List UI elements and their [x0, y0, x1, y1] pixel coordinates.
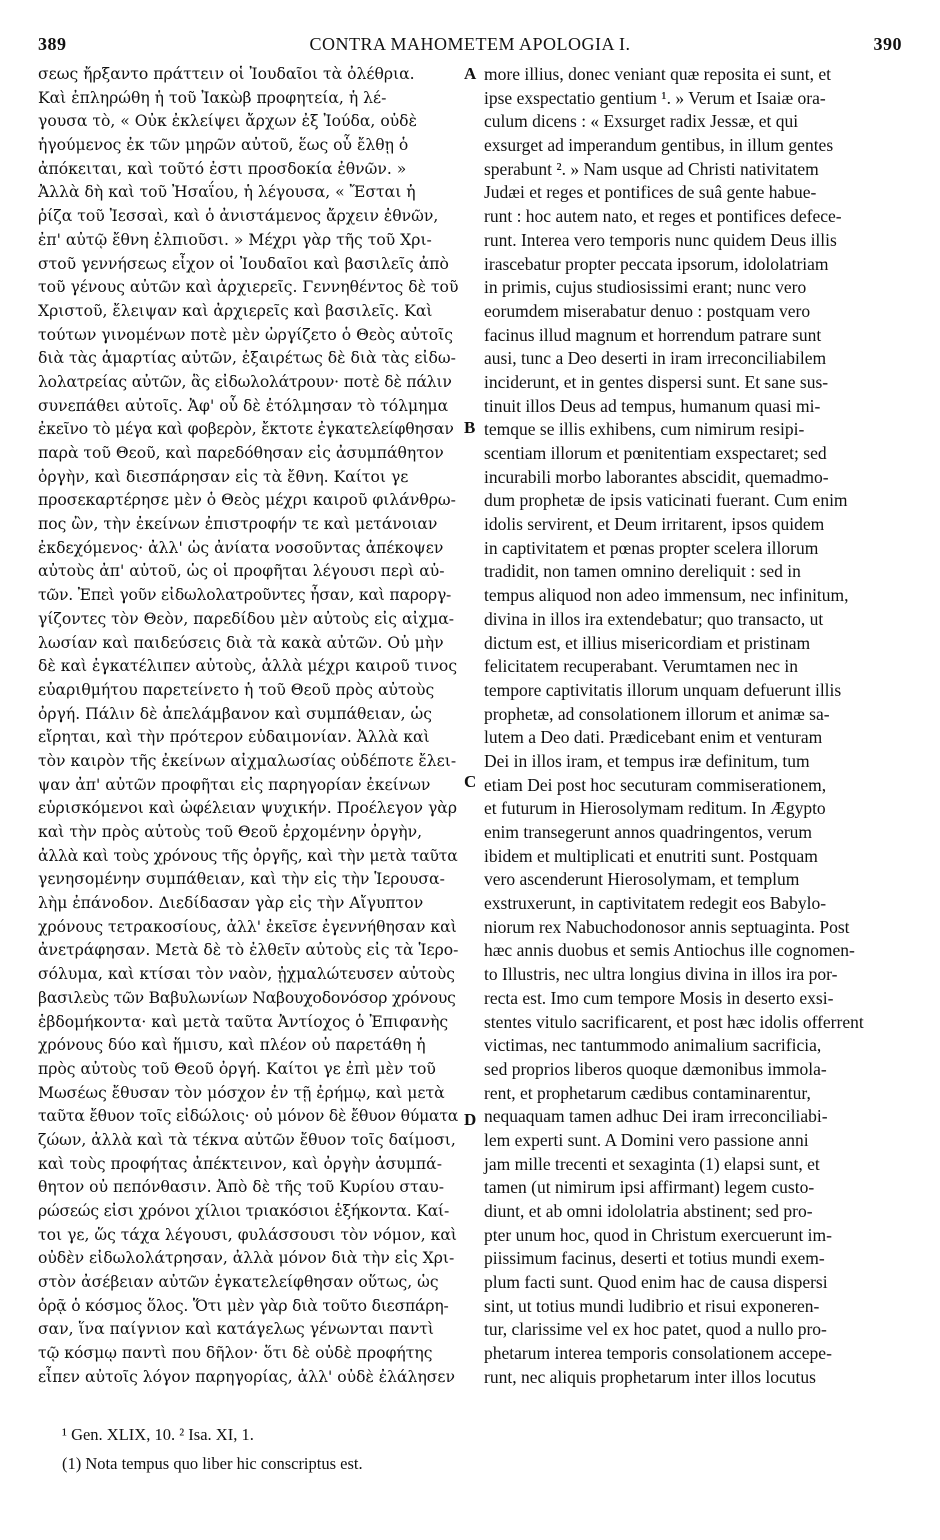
- latin-text-line: more illius, donec veniant quæ reposita ei sunt, et: [484, 64, 832, 84]
- latin-text-line: Dei in illos iram, et tempus iræ definitum, tum: [484, 750, 810, 771]
- greek-text-line: χρόνους δύο καὶ ἥμισυ, καὶ πλέον οὐ παρετάθη ἡ: [38, 1036, 426, 1055]
- latin-text-line: exsurget ad imperandum gentibus, in illum gentes: [484, 135, 834, 156]
- greek-text-line: ὁρᾷ ὁ κόσμος ὅλος. Ὅτι μὲν γὰρ διὰ τοῦτο διεσπάρη-: [38, 1296, 449, 1315]
- latin-text-line: sed proprios liberos quoque dæmonibus immola-: [484, 1058, 827, 1079]
- latin-text-line: culum dicens : « Exsurget radix Jessæ, et qui: [484, 111, 799, 132]
- latin-text-line: scentiam illorum et pœnitentiam exspectaret; sed: [484, 443, 827, 463]
- greek-text-line: γίζοντες τὸν Θεὸν, παρεδίδου μὲν αὐτοὺς εἰς αἰχμα-: [38, 609, 455, 628]
- greek-text-line: σαν, ἵνα παίγνιον καὶ κατάγελως γένωνται παντὶ: [38, 1320, 435, 1339]
- greek-text-line: ῥίζα τοῦ Ἰεσσαὶ, καὶ ὁ ἀνιστάμενος ἄρχειν ἐθνῶν,: [38, 207, 439, 226]
- latin-text-line: tur, clarissime vel ex hoc patet, quod a nullo pro-: [484, 1319, 827, 1340]
- latin-text-line: phetarum interea temporis consolationem accepe-: [484, 1343, 832, 1364]
- greek-text-line: βασιλεὺς τῶν Βαβυλωνίων Ναβουχοδονόσορ χρόνους: [38, 988, 456, 1007]
- latin-text-line: etiam Dei post hoc secuturam commiserationem,: [484, 774, 827, 795]
- latin-text-line: et futurum in Hierosolymam reditum. In Ægypto: [484, 798, 826, 819]
- latin-text-line: irascebatur propter peccata ipsorum, idololatriam: [484, 253, 829, 274]
- greek-text-line: γουσα τὸ, « Οὐκ ἐκλείψει ἄρχων ἐξ Ἰούδα, οὐδὲ: [38, 112, 417, 131]
- greek-text-line: Ἀλλὰ δὴ καὶ τοῦ Ἠσαΐου, ἡ λέγουσα, « Ἔσται ἡ: [38, 183, 416, 202]
- latin-text-line: lem experti sunt. A Domini vero passione anni: [484, 1129, 809, 1150]
- latin-text-line: ipse exspectatio gentium ¹. » Verum et Isaiæ ora-: [484, 87, 826, 108]
- latin-text-line: facinus illud magnum et horrendum patrare sunt: [484, 324, 822, 345]
- greek-text-line: ἐκεῖνο τὸ μέγα καὶ φοβερὸν, ἔκτοτε ἐγκατελείφθησαν: [38, 420, 454, 439]
- greek-text-line: τὸν καιρὸν τῆς ἐκείνων αἰχμαλωσίας οὐδέποτε ἔλει-: [38, 751, 457, 770]
- running-title: CONTRA MAHOMETEM APOLOGIA I.: [309, 34, 631, 54]
- greek-text-line: ρώσεώς εἰσι χρόνοι χίλιοι τριακόσιοι ἑξήκοντα. Καί-: [38, 1202, 450, 1220]
- greek-text-line: αὐτοὺς ἀπ' αὐτοῦ, ὡς οἱ προφῆται λέγουσι περὶ αὐ-: [38, 562, 445, 581]
- latin-text-line: tempus aliquod non adeo immensum, nec infinitum,: [484, 585, 849, 606]
- latin-text-line: plum facti sunt. Quod enim hac de causa dispersi: [484, 1272, 828, 1293]
- latin-text-line: nequaquam tamen adhuc Dei iram irreconciliabi-: [484, 1106, 828, 1127]
- section-marker-b: B: [464, 418, 476, 437]
- latin-text-line: jam mille trecenti et sexaginta (1) elapsi sunt, et: [484, 1153, 820, 1174]
- greek-text-line: καὶ τὴν πρὸς αὐτοὺς τοῦ Θεοῦ ἐρχομένην ὀργὴν,: [38, 823, 423, 841]
- greek-text-line: εἴρηται, καὶ τὴν πρότερον εὐδαιμονίαν. Ἀλλὰ καὶ: [38, 728, 430, 747]
- latin-text-line: runt. Interea vero temporis nunc quidem Deus illis: [484, 229, 837, 250]
- latin-text-line: vero ascenderunt Hierosolymam, et templum: [484, 869, 800, 890]
- latin-text-line: tradidit, non tamen omnino dereliquit : sed in: [484, 561, 801, 582]
- latin-text-line: stentes vitulo sacrificarent, et post hæc idolis offerrent: [484, 1011, 864, 1032]
- latin-text-line: ausi, tunc a Deo deserti in iram irreconciliabilem: [484, 348, 827, 369]
- greek-text-line: ἐκδεχόμενος· ἀλλ' ὡς ἀνίατα νοσοῦντας ἀπέκοψεν: [38, 538, 444, 557]
- greek-text-line: τοι γε, ὥς τάχα λέγουσι, φυλάσσουσι τὸν νόμον, καὶ: [38, 1225, 458, 1244]
- greek-text-line: ταῦτα ἔθυον τοῖς εἰδώλοις· οὐ μόνον δὲ ἔθυον θύματα: [38, 1107, 459, 1126]
- greek-text-line: Μωσέως ἔθυσαν τὸν μόσχον ἐν τῇ ἐρήμῳ, καὶ μετὰ: [38, 1083, 445, 1102]
- greek-text-line: λολατρείας αὐτῶν, ἃς εἰδωλολάτρουν· ποτὲ δὲ πάλιν: [38, 372, 452, 391]
- greek-text-line: εὐαριθμήτου παρετείνετο ἡ τοῦ Θεοῦ πρὸς αὐτοὺς: [38, 680, 435, 699]
- latin-text-line: hæc annis duobus et semis Antiochus ille cognomen-: [484, 940, 855, 961]
- greek-text-column: [38, 63, 458, 1390]
- latin-text-line: diunt, et ab omni idololatria abstinent; sed pro-: [484, 1201, 813, 1221]
- greek-text-line: παρὰ τοῦ Θεοῦ, καὶ παρεδόθησαν εἰς ἀσυμπάθητον: [38, 444, 444, 462]
- latin-text-line: temque se illis exhibens, cum nimirum resipi-: [484, 419, 805, 440]
- greek-text-line: ὀργὴν, καὶ διεσπάρησαν εἰς τὰ ἔθνη. Καίτοι γε: [38, 467, 409, 486]
- latin-text-line: dum prophetæ de ipsis vaticinati fuerant. Cum enim: [484, 490, 848, 511]
- greek-text-line: τούτων γινομένων ποτὲ μὲν ὠργίζετο ὁ Θεὸς αὐτοῖς: [38, 325, 453, 344]
- latin-text-line: piissimum facinus, deserti et totius mundi exem-: [484, 1248, 825, 1269]
- footnote-note: (1) Nota tempus quo liber hic conscriptus est.: [62, 1454, 363, 1473]
- greek-text-line: προσεκαρτέρησε μὲν ὁ Θεὸς μέχρι καιροῦ φιλάνθρω-: [38, 491, 456, 510]
- greek-text-line: χρόνους τετρακοσίους, ἀλλ' ἐκεῖσε ἐγεννήθησαν καὶ: [38, 917, 457, 936]
- latin-text-line: in captivitatem et pœnas propter scelera illorum: [484, 537, 819, 558]
- latin-text-line: incurabili morbo laborantes abscidit, quemadmo-: [484, 466, 829, 487]
- greek-text-line: Καὶ ἐπληρώθη ἡ τοῦ Ἰακὼβ προφητεία, ἡ λέ-: [38, 88, 387, 107]
- latin-text-line: felicitatem recuperabant. Verumtamen nec in: [484, 656, 799, 677]
- greek-text-line: στοῦ γεννήσεως εἶχον οἱ Ἰουδαῖοι καὶ βασιλεῖς ἀπὸ: [38, 254, 449, 273]
- latin-text-line: prophetæ, ad consolationem illorum et animæ sa-: [484, 703, 830, 724]
- latin-text-line: tamen (ut nimirum ipsi affirmant) legem custo-: [484, 1177, 815, 1198]
- greek-text-line: διὰ τὰς ἁμαρτίας αὐτῶν, ἐξαιρέτως δὲ διὰ τὰς εἰδω-: [38, 349, 456, 368]
- latin-text-line: runt : hoc autem nato, et reges et pontifices defece-: [484, 206, 842, 227]
- greek-text-line: σεως ἤρξαντο πράττειν οἱ Ἰουδαῖοι τὰ ὀλέθρια.: [38, 65, 415, 83]
- latin-text-line: to Illustris, nec ultra longius divina in illos ira por-: [484, 964, 838, 985]
- latin-text-column: [484, 63, 902, 1390]
- latin-text-line: in primis, cujus studiosissimi erant; nunc vero: [484, 277, 807, 298]
- latin-text-line: recta est. Imo cum tempore Mosis in deserto exsi-: [484, 987, 834, 1008]
- latin-text-line: ibidem et multiplicati et enutriti sunt. Postquam: [484, 845, 818, 866]
- latin-text-line: inciderunt, et in gentes dispersi sunt. Et sane sus-: [484, 371, 829, 392]
- section-marker-d: D: [464, 1110, 477, 1129]
- latin-text-line: victimas, nec tantummodo animalium sacrificia,: [484, 1035, 822, 1056]
- latin-text-line: exstruxerunt, in captivitatem redegit eos Babylo-: [484, 893, 827, 914]
- greek-text-line: θητον οὐ πεπόνθασιν. Ἀπὸ δὲ τῆς τοῦ Κυρίου σταυ-: [38, 1178, 444, 1197]
- latin-text-line: sperabunt ². » Nam usque ad Christi nativitatem: [484, 158, 819, 179]
- latin-text-line: tinuit illos Deus ad tempus, humanum quasi mi-: [484, 395, 821, 416]
- greek-text-line: ὀργή. Πάλιν δὲ ἀπελάμβανον καὶ συμπάθειαν, ὡς: [38, 704, 433, 723]
- greek-text-line: τῶν. Ἐπεὶ γοῦν εἰδωλολατροῦντες ἦσαν, καὶ παροργ-: [38, 586, 452, 605]
- page-number-left: 389: [38, 34, 67, 54]
- latin-text-line: runt, nec aliquis prophetarum inter illos locutus: [484, 1366, 816, 1387]
- greek-text-line: εὑρισκόμενοι καὶ ὠφέλειαν ψυχικήν. Προέλεγον γὰρ: [38, 799, 457, 818]
- latin-text-line: pter unum hoc, quod in Christum exercuerunt im-: [484, 1224, 832, 1245]
- latin-text-line: eorumdem miserabatur denuo : postquam vero: [484, 300, 811, 321]
- footnote-references: ¹ Gen. XLIX, 10. ² Isa. XI, 1.: [62, 1425, 254, 1444]
- greek-text-line: ἀνετράφησαν. Μετὰ δὲ τὸ ἐλθεῖν αὐτοὺς εἰς τὰ Ἱερο-: [38, 941, 459, 960]
- latin-text-line: lutem a Deo dati. Prædicebant enim et venturam: [484, 727, 823, 748]
- latin-text-line: tempore captivitatis illorum unquam defuerunt illis: [484, 679, 842, 700]
- greek-text-line: ἀλλὰ καὶ τοὺς χρόνους τῆς ὀργῆς, καὶ τὴν μετὰ ταῦτα: [38, 846, 458, 865]
- greek-text-line: σόλυμα, καὶ κτίσαι τὸν ναὸν, ᾐχμαλώτευσεν αὐτοὺς: [38, 965, 455, 984]
- section-marker-a: A: [464, 64, 477, 83]
- greek-text-line: ἡγούμενος ἐκ τῶν μηρῶν αὐτοῦ, ἕως οὗ ἔλθῃ ὁ: [38, 136, 409, 155]
- running-header: [38, 34, 902, 56]
- latin-text-line: sint, ut totius mundi ludibrio et risui exponeren-: [484, 1295, 820, 1316]
- latin-text-line: Judæi et reges et pontifices de suâ gente habue-: [484, 182, 817, 203]
- greek-text-line: πος ὢν, τὴν ἐκείνων ἐπιστροφήν τε καὶ μετάνοιαν: [38, 515, 438, 534]
- greek-text-line: συνεπάθει αὐτοῖς. Ἀφ' οὗ δὲ ἐτόλμησαν τὸ τόλμημα: [38, 396, 449, 415]
- greek-text-line: ψαν ἀπ' αὐτῶν προφῆται εἰς παρηγορίαν ἐκείνων: [38, 775, 431, 794]
- greek-text-line: γενησομένην συμπάθειαν, καὶ τὴν εἰς τὴν Ἱερουσα-: [38, 870, 445, 889]
- greek-text-line: στὸν ἀσέβειαν αὐτῶν ἐγκατελείφθησαν οὕτως, ὡς: [38, 1273, 439, 1292]
- latin-text-line: niorum rex Nabuchodonosor annis septuaginta. Post: [484, 916, 850, 937]
- greek-text-line: ἐπ' αὐτῷ ἔθνη ἐλπιοῦσι. » Μέχρι γὰρ τῆς τοῦ Χρι-: [38, 230, 432, 249]
- greek-text-line: δὲ καὶ ἐγκατέλιπεν αὐτοὺς, ἀλλὰ μέχρι καιροῦ τινος: [38, 657, 458, 676]
- greek-text-line: τοῦ γένους αὐτῶν καὶ ἀρχιερεῖς. Γεννηθέντος δὲ τοῦ: [38, 278, 459, 297]
- greek-text-line: οὐδὲν εἰδωλολάτρησαν, ἀλλὰ μόνον διὰ τὴν εἰς Χρι-: [38, 1249, 455, 1268]
- greek-text-line: λὴμ ἐπάνοδον. Διεδίδασαν γὰρ εἰς τὴν Αἴγυπτον: [38, 894, 424, 913]
- page-number-right: 390: [873, 34, 902, 54]
- greek-text-line: εἶπεν αὐτοῖς λόγον παρηγορίας, ἀλλ' οὐδὲ ἐλάλησεν: [38, 1367, 455, 1386]
- footnotes: [62, 1420, 482, 1478]
- greek-text-line: τῷ κόσμῳ παντὶ που δῆλον· ὅτι δὲ οὐδὲ προφήτης: [38, 1344, 433, 1363]
- greek-text-line: ζώων, ἀλλὰ καὶ τὰ τέκνα αὐτῶν ἔθυον τοῖς δαίμοσι,: [38, 1130, 456, 1149]
- greek-text-line: ἑβδομήκοντα· καὶ μετὰ ταῦτα Ἀντίοχος ὁ Ἐπιφανὴς: [38, 1012, 449, 1031]
- greek-text-line: ἀπόκειται, καὶ τοῦτό ἐστι προσδοκία ἐθνῶν. »: [38, 159, 407, 178]
- latin-text-line: enim transegerunt annos quadringentos, verum: [484, 822, 813, 842]
- latin-text-line: dictum est, et illius misericordiam et pristinam: [484, 632, 811, 653]
- greek-text-line: καὶ τοὺς προφήτας ἀπέκτεινον, καὶ ὀργὴν ἀσυμπά-: [38, 1154, 442, 1173]
- latin-text-line: idolis servirent, et Deum irritarent, ipsos quidem: [484, 514, 825, 535]
- latin-text-line: rent, et prophetarum cædibus contaminarentur,: [484, 1082, 811, 1103]
- section-marker-c: C: [464, 772, 477, 791]
- greek-text-line: λωσίαν καὶ παιδεύσεις διὰ τὰ κακὰ αὐτῶν. Οὐ μὴν: [38, 633, 444, 652]
- greek-text-line: Χριστοῦ, ἔλειψαν καὶ ἀρχιερεῖς καὶ βασιλεῖς. Καὶ: [38, 301, 433, 320]
- latin-text-line: divina in illos ira extendebatur; quo transacto, ut: [484, 608, 824, 629]
- greek-text-line: πρὸς αὐτοὺς τοῦ Θεοῦ ὀργή. Καίτοι γε ἐπὶ μὲν τοῦ: [38, 1059, 436, 1078]
